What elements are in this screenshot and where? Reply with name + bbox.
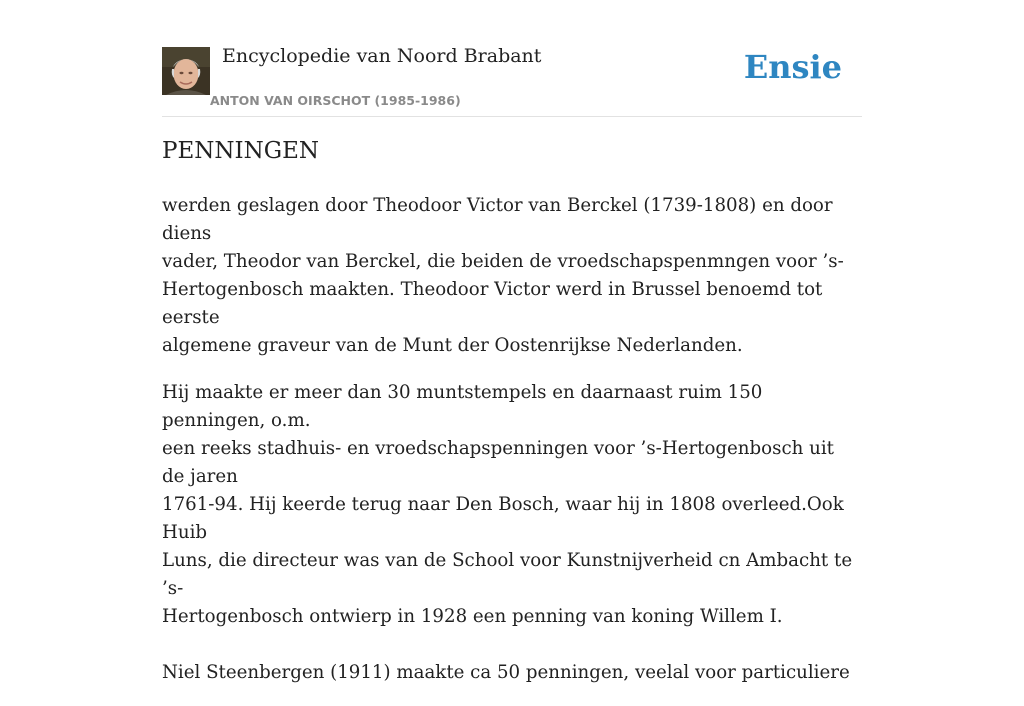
author-avatar[interactable] (162, 47, 210, 95)
body-paragraph: Hij maakte er meer dan 30 muntstempels en daarnaast ruim 150 penningen, o.m. een reeks stadhuis- en vroedschapspenningen voor ’s-Hertogenbosch uit de jaren 1761-94. Hij keerde terug naar Den Bosch, waar hij in 1808 overleed.Ook Huib Luns, die directeur was van de School voor Kunstnijverheid cn Ambacht te ’s- Hertogenbosch ontwierp in 1928 een penning van koning Willem I. Niel Steenbergen (1911) maakte ca 50 penningen, veelal voor particuliere (162, 382, 853, 683)
entry-title: PENNINGEN (162, 138, 320, 164)
author-portrait-icon (162, 47, 210, 95)
entry-body (162, 192, 862, 706)
ensie-logo[interactable]: Ensie (743, 48, 842, 86)
article-container (162, 0, 862, 683)
header (162, 0, 862, 117)
author-link[interactable]: ANTON VAN OIRSCHOT (1985-1986) (210, 93, 461, 108)
book-title-link[interactable]: Encyclopedie van Noord Brabant (222, 45, 542, 67)
body-paragraph: werden geslagen door Theodoor Victor van Berckel (1739-1808) en door diens vader, Theodor van Berckel, die beiden de vroedschapspenmngen voor ’s- Hertogenbosch maakten. Theodoor Victor werd in Brussel benoemd tot eerste algemene graveur van de Munt der Oostenrijkse Nederlanden. (162, 195, 844, 356)
